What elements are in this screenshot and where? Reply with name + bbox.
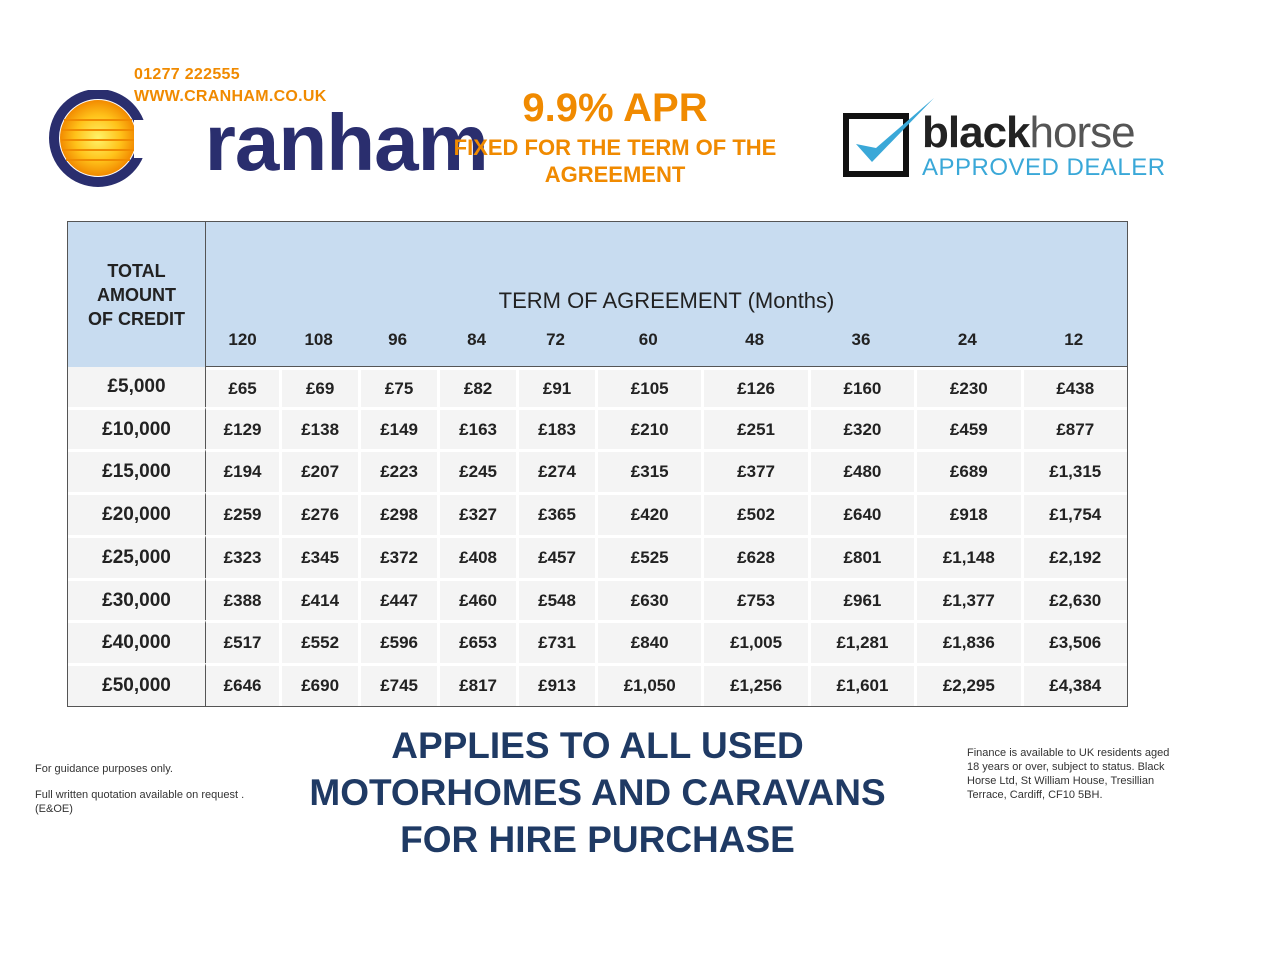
phone-number: 01277 222555 — [134, 66, 240, 83]
finance-rate-table — [67, 221, 1128, 707]
term-month-header: 108 — [279, 314, 358, 367]
monthly-payment: £646 — [206, 663, 279, 706]
monthly-payment: £1,836 — [914, 620, 1020, 663]
monthly-payment: £251 — [701, 407, 807, 450]
monthly-payment: £129 — [206, 407, 279, 450]
monthly-payment: £160 — [808, 367, 914, 406]
monthly-payment: £138 — [279, 407, 358, 450]
monthly-payment: £183 — [516, 407, 595, 450]
monthly-payment: £1,377 — [914, 578, 1020, 621]
monthly-payment: £210 — [595, 407, 701, 450]
apr-title: 9.9% APR — [522, 86, 708, 130]
monthly-payment: £877 — [1021, 407, 1127, 450]
monthly-payment: £438 — [1021, 367, 1127, 406]
monthly-payment: £753 — [701, 578, 807, 621]
monthly-payment: £345 — [279, 535, 358, 578]
monthly-payment: £105 — [595, 367, 701, 406]
monthly-payment: £480 — [808, 449, 914, 492]
monthly-payment: £1,148 — [914, 535, 1020, 578]
table-row — [68, 620, 1127, 663]
table-row — [68, 367, 1127, 406]
credit-column-header: TOTAL AMOUNT OF CREDIT — [68, 222, 206, 367]
guidance-note — [35, 762, 255, 828]
monthly-payment: £126 — [701, 367, 807, 406]
monthly-payment: £420 — [595, 492, 701, 535]
term-month-header: 48 — [701, 314, 807, 367]
monthly-payment: £298 — [358, 492, 437, 535]
term-month-header: 24 — [914, 314, 1020, 367]
monthly-payment: £447 — [358, 578, 437, 621]
monthly-payment: £731 — [516, 620, 595, 663]
monthly-payment: £552 — [279, 620, 358, 663]
monthly-payment: £502 — [701, 492, 807, 535]
monthly-payment: £372 — [358, 535, 437, 578]
monthly-payment: £918 — [914, 492, 1020, 535]
monthly-payment: £91 — [516, 367, 595, 406]
monthly-payment: £377 — [701, 449, 807, 492]
monthly-payment: £517 — [206, 620, 279, 663]
monthly-payment: £690 — [279, 663, 358, 706]
monthly-payment: £596 — [358, 620, 437, 663]
monthly-payment: £2,630 — [1021, 578, 1127, 621]
monthly-payment: £320 — [808, 407, 914, 450]
monthly-payment: £149 — [358, 407, 437, 450]
monthly-payment: £460 — [437, 578, 516, 621]
term-month-header: 96 — [358, 314, 437, 367]
monthly-payment: £323 — [206, 535, 279, 578]
term-month-header: 120 — [206, 314, 279, 367]
monthly-payment: £459 — [914, 407, 1020, 450]
monthly-payment: £840 — [595, 620, 701, 663]
monthly-payment: £274 — [516, 449, 595, 492]
monthly-payment: £65 — [206, 367, 279, 406]
credit-amount: £40,000 — [68, 620, 206, 663]
monthly-payment: £1,281 — [808, 620, 914, 663]
monthly-payment: £640 — [808, 492, 914, 535]
table-row — [68, 449, 1127, 492]
term-month-header: 72 — [516, 314, 595, 367]
credit-amount: £30,000 — [68, 578, 206, 621]
monthly-payment: £1,005 — [701, 620, 807, 663]
monthly-payment: £365 — [516, 492, 595, 535]
monthly-payment: £2,295 — [914, 663, 1020, 706]
credit-amount: £15,000 — [68, 449, 206, 492]
monthly-payment: £1,315 — [1021, 449, 1127, 492]
table-row — [68, 407, 1127, 450]
monthly-payment: £689 — [914, 449, 1020, 492]
monthly-payment: £1,754 — [1021, 492, 1127, 535]
monthly-payment: £630 — [595, 578, 701, 621]
monthly-payment: £276 — [279, 492, 358, 535]
monthly-payment: £2,192 — [1021, 535, 1127, 578]
monthly-payment: £548 — [516, 578, 595, 621]
applies-banner: APPLIES TO ALL USED MOTORHOMES AND CARAVANS FOR HIRE PURCHASE — [309, 725, 886, 860]
monthly-payment: £223 — [358, 449, 437, 492]
term-month-header: 12 — [1021, 314, 1127, 367]
credit-amount: £10,000 — [68, 407, 206, 450]
monthly-payment: £745 — [358, 663, 437, 706]
dealer-brand: blackhorse — [922, 108, 1135, 157]
table-row — [68, 578, 1127, 621]
monthly-payment: £1,601 — [808, 663, 914, 706]
monthly-payment: £457 — [516, 535, 595, 578]
monthly-payment: £653 — [437, 620, 516, 663]
monthly-payment: £1,256 — [701, 663, 807, 706]
monthly-payment: £628 — [701, 535, 807, 578]
apr-subtitle: FIXED FOR THE TERM OF THE AGREEMENT — [453, 135, 777, 187]
credit-amount: £20,000 — [68, 492, 206, 535]
monthly-payment: £245 — [437, 449, 516, 492]
monthly-payment: £414 — [279, 578, 358, 621]
credit-amount: £25,000 — [68, 535, 206, 578]
monthly-payment: £230 — [914, 367, 1020, 406]
finance-disclaimer: Finance is available to UK residents aged 18 years or over, subject to status. Black Horse Ltd, St William House, Tresillian Terrace, Cardiff, CF10 5BH. — [967, 747, 1170, 801]
monthly-payment: £327 — [437, 492, 516, 535]
monthly-payment: £315 — [595, 449, 701, 492]
checkbox-icon — [846, 116, 906, 174]
table-row — [68, 492, 1127, 535]
monthly-payment: £75 — [358, 367, 437, 406]
quotation-text: Full written quotation available on request . (E&OE) — [35, 789, 245, 815]
logo-wordmark: ranham — [204, 98, 488, 187]
monthly-payment: £525 — [595, 535, 701, 578]
monthly-payment: £194 — [206, 449, 279, 492]
term-month-header: 36 — [808, 314, 914, 367]
website-url: WWW.CRANHAM.CO.UK — [134, 88, 327, 105]
monthly-payment: £163 — [437, 407, 516, 450]
credit-amount: £50,000 — [68, 663, 206, 706]
guidance-text: For guidance purposes only. — [35, 763, 173, 775]
monthly-payment: £207 — [279, 449, 358, 492]
monthly-payment: £69 — [279, 367, 358, 406]
monthly-payment: £3,506 — [1021, 620, 1127, 663]
table-row — [68, 535, 1127, 578]
table-row — [68, 663, 1127, 706]
monthly-payment: £913 — [516, 663, 595, 706]
monthly-payment: £408 — [437, 535, 516, 578]
credit-amount: £5,000 — [68, 367, 206, 406]
monthly-payment: £1,050 — [595, 663, 701, 706]
monthly-payment: £801 — [808, 535, 914, 578]
term-month-header: 60 — [595, 314, 701, 367]
term-header: TERM OF AGREEMENT (Months) — [206, 222, 1127, 314]
dealer-subtitle: APPROVED DEALER — [922, 154, 1166, 181]
monthly-payment: £4,384 — [1021, 663, 1127, 706]
term-month-header: 84 — [437, 314, 516, 367]
monthly-payment: £259 — [206, 492, 279, 535]
apr-banner — [420, 84, 810, 188]
monthly-payment: £388 — [206, 578, 279, 621]
monthly-payment: £961 — [808, 578, 914, 621]
monthly-payment: £82 — [437, 367, 516, 406]
monthly-payment: £817 — [437, 663, 516, 706]
